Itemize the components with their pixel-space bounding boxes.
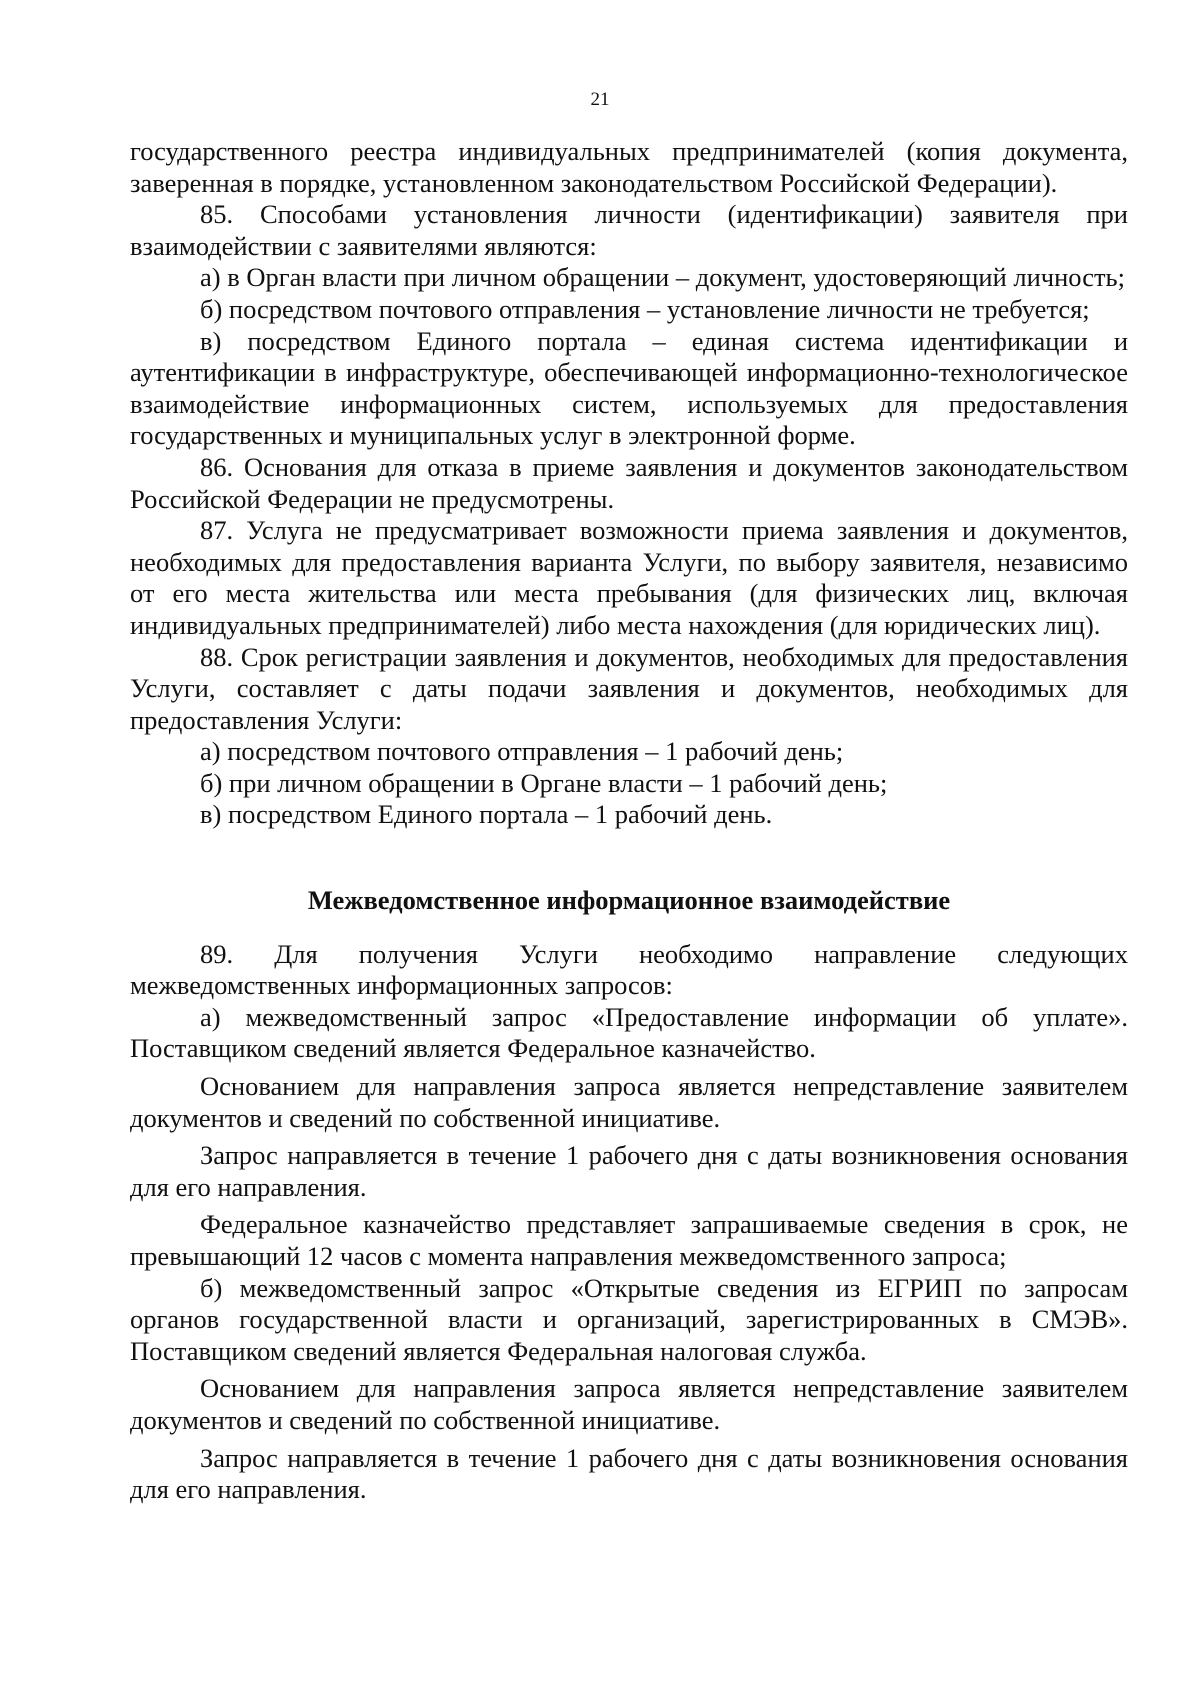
paragraph-86: 86. Основания для отказа в приеме заявления и документов законодательством Российской Федерации не предусмотрены. <box>130 451 1128 514</box>
paragraph-85-b: б) посредством почтового отправления – установление личности не требуется; <box>200 293 1090 324</box>
paragraph-87: 87. Услуга не предусматривает возможности приема заявления и документов, необходимых для предоставления варианта Услуги, по выбору заявителя, независимо от его места жительства или места пребывания (для физических лиц, включая индивидуальных предпринимателей) либо места нахождения (для юридических лиц). <box>130 515 1128 640</box>
paragraph-88-b: б) при личном обращении в Органе власти – 1 рабочий день; <box>200 767 888 798</box>
paragraph-88: 88. Срок регистрации заявления и документов, необходимых для предоставления Услуги, составляет с даты подачи заявления и документов, необходимых для предоставления Услуги: <box>130 641 1128 735</box>
document-body <box>130 136 1128 1506</box>
page-number: 21 <box>590 89 610 110</box>
paragraph-continuation: государственного реестра индивидуальных предпринимателей (копия документа, заверенная в порядке, установленном законодательством Российской Федерации). <box>130 136 1128 198</box>
paragraph-89: 89. Для получения Услуги необходимо направление следующих межведомственных информационных запросов: <box>130 938 1128 1001</box>
paragraph-89-a-basis: Основанием для направления запроса является непредставление заявителем документов и сведений по собственной инициативе. <box>130 1071 1128 1133</box>
paragraph-85: 85. Способами установления личности (идентификации) заявителя при взаимодействии с заявителями являются: <box>130 199 1128 261</box>
paragraph-89-a-response: Федеральное казначейство представляет запрашиваемые сведения в срок, не превышающий 12 часов с момента направления межведомственного запроса; <box>130 1209 1128 1271</box>
paragraph-89-b-basis: Основанием для направления запроса является непредставление заявителем документов и сведений по собственной инициативе. <box>130 1373 1128 1435</box>
paragraph-89-b: б) межведомственный запрос «Открытые сведения из ЕГРИП по запросам органов государственной власти и организаций, зарегистрированных в СМЭВ». Поставщиком сведений является Федеральная налоговая служба. <box>130 1272 1128 1366</box>
paragraph-85-a: а) в Орган власти при личном обращении – документ, удостоверяющий личность; <box>200 262 1125 293</box>
paragraph-88-v: в) посредством Единого портала – 1 рабочий день. <box>200 799 773 830</box>
paragraph-89-a: а) межведомственный запрос «Предоставление информации об уплате». Поставщиком сведений является Федеральное казначейство. <box>130 1001 1128 1064</box>
paragraph-88-a: а) посредством почтового отправления – 1 рабочий день; <box>200 736 844 767</box>
section-heading: Межведомственное информационное взаимодействие <box>307 885 951 916</box>
paragraph-85-v: в) посредством Единого портала – единая система идентификации и аутентификации в инфраструктуре, обеспечивающей информационно-технологическое взаимодействие информационных систем, используемых для предоставления государственных и муниципальных услуг в электронной форме. <box>130 325 1128 451</box>
paragraph-89-a-timing: Запрос направляется в течение 1 рабочего дня с даты возникновения основания для его направления. <box>130 1140 1128 1202</box>
paragraph-89-b-timing: Запрос направляется в течение 1 рабочего дня с даты возникновения основания для его направления. <box>130 1442 1128 1505</box>
